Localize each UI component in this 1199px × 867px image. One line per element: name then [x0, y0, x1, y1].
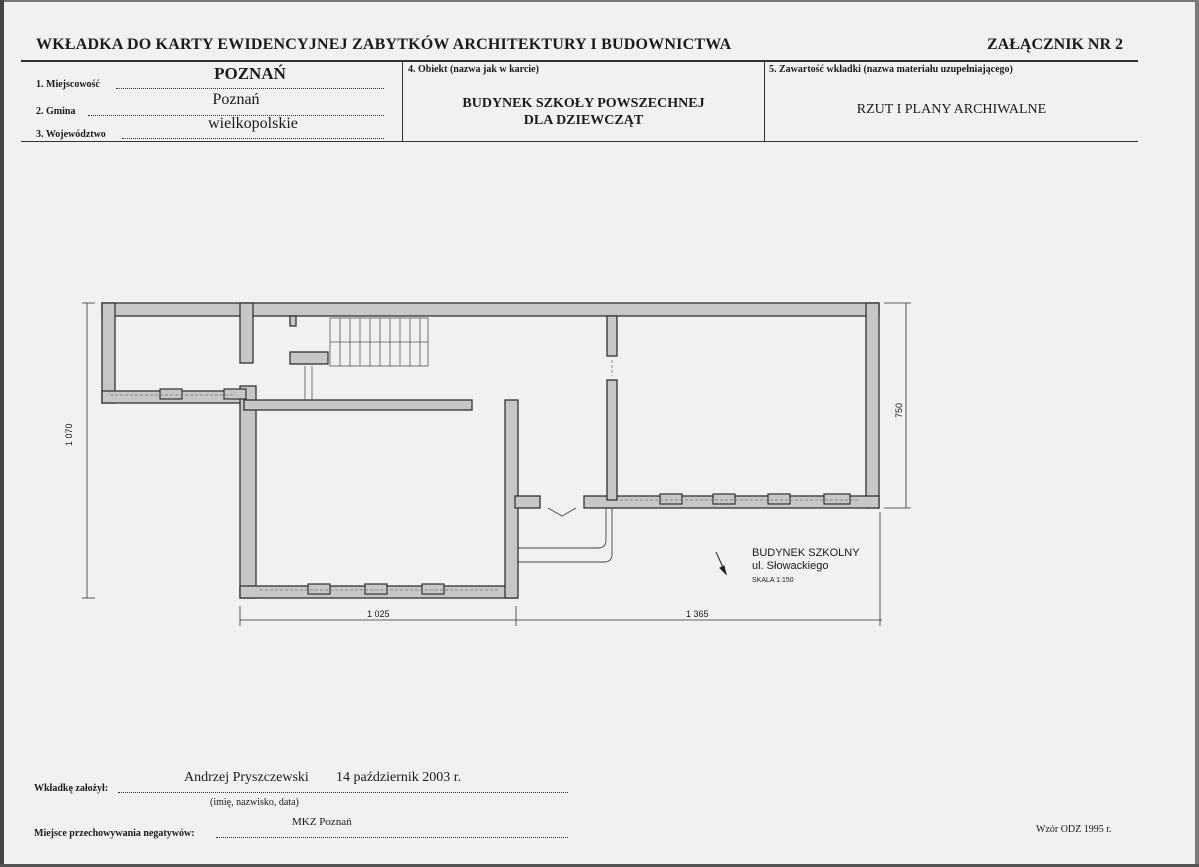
plan-entrance-ramp — [518, 508, 612, 562]
wojewodztwo-value: wielkopolskie — [208, 115, 298, 132]
date-value: 14 październik 2003 r. — [336, 770, 462, 785]
storage-dotline — [216, 837, 568, 838]
author-value: Andrzej Pryszczewski — [184, 770, 309, 785]
storage-label: Miejsce przechowywania negatywów: — [34, 828, 195, 839]
author-hint: (imię, nazwisko, data) — [210, 797, 299, 808]
miejscowosc-value: POZNAŃ — [214, 64, 286, 83]
author-label: Wkładkę założył: — [34, 783, 109, 794]
form-title: WKŁADKA DO KARTY EWIDENCYJNEJ ZABYTKÓW ARCHITEKTURY I BUDOWNICTWA — [36, 36, 732, 53]
author-dotline — [118, 792, 568, 793]
wojewodztwo-label: 3. Województwo — [36, 129, 106, 140]
plan-caption-line2: ul. Słowackiego — [752, 560, 829, 572]
zawartosc-label: 5. Zawartość wkładki (nazwa materiału uzupełniającego) — [769, 64, 1013, 75]
gmina-label: 2. Gmina — [36, 106, 76, 117]
annex-number: ZAŁĄCZNIK NR 2 — [987, 36, 1124, 53]
zawartosc-value: RZUT I PLANY ARCHIWALNE — [856, 102, 1047, 117]
plan-caption-line1: BUDYNEK SZKOLNY — [752, 547, 860, 559]
miejscowosc-label: 1. Miejscowość — [36, 79, 100, 90]
dim-right: 750 — [894, 402, 904, 418]
obiekt-value-line1: BUDYNEK SZKOŁY POWSZECHNEJ — [462, 96, 705, 111]
north-arrow-icon — [716, 552, 726, 574]
storage-value: MKZ Poznań — [292, 816, 352, 828]
gmina-value: Poznań — [212, 91, 260, 108]
dim-bottom-left: 1 025 — [367, 609, 390, 619]
plan-scale: SKALA 1:150 — [752, 577, 794, 584]
form-code: Wzór ODZ 1995 r. — [1036, 824, 1112, 835]
dim-bottom-right: 1 365 — [686, 609, 709, 619]
obiekt-label: 4. Obiekt (nazwa jak w karcie) — [408, 64, 539, 75]
obiekt-value-line2: DLA DZIEWCZĄT — [523, 113, 644, 128]
dim-height: 1 070 — [64, 423, 74, 446]
